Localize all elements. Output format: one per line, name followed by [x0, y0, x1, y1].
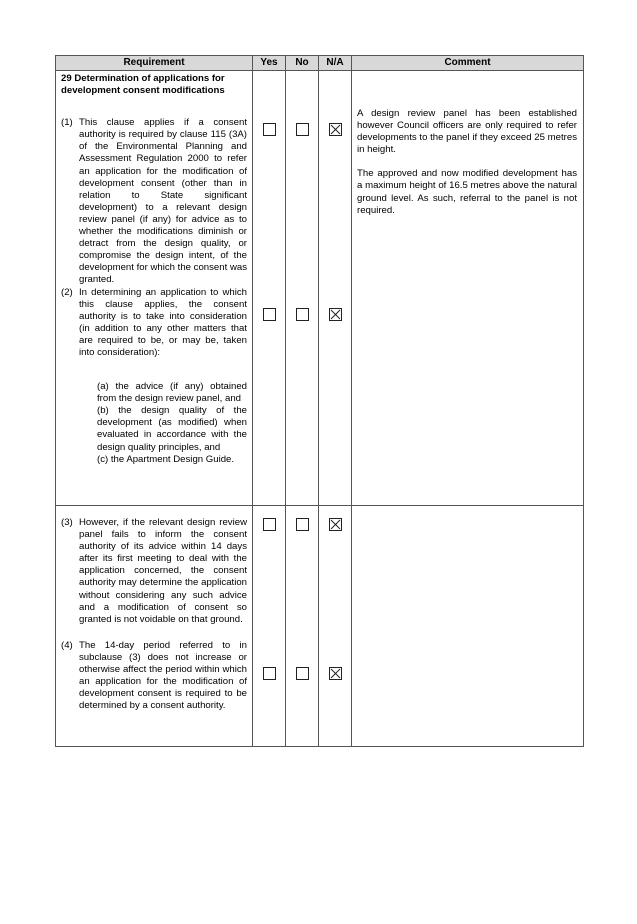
section-heading: 29 Determination of applications for development consent modifications	[61, 73, 225, 97]
header-requirement: Requirement	[56, 56, 253, 71]
no-cell	[286, 71, 319, 506]
compliance-table	[55, 55, 584, 747]
header-na: N/A	[319, 56, 352, 71]
checked-x-icon	[330, 668, 341, 679]
requirement-cell	[56, 71, 253, 506]
header-comment: Comment	[352, 56, 584, 71]
na-cell	[319, 506, 352, 747]
comment-paragraph-1: A design review panel has been established however Council officers are only required to refer developments to the panel if they exceed 25 metres in height.	[357, 108, 577, 156]
header-yes: Yes	[253, 56, 286, 71]
na-checkbox-item-1[interactable]	[329, 123, 342, 136]
yes-checkbox-item-3[interactable]	[263, 518, 276, 531]
no-checkbox-item-4[interactable]	[296, 667, 309, 680]
item-number: (3)	[61, 517, 73, 528]
comment-cell	[352, 71, 584, 506]
header-row	[56, 56, 584, 71]
table-row	[56, 506, 584, 747]
subitem-b: (b) the design quality of the development (as modified) when evaluated in accordance with the design quality principles, and	[97, 405, 247, 453]
item-number: (1)	[61, 117, 73, 129]
checked-x-icon	[330, 309, 341, 320]
requirement-item-4	[61, 640, 247, 713]
no-checkbox-item-3[interactable]	[296, 518, 309, 531]
na-cell	[319, 71, 352, 506]
item-number: (2)	[61, 286, 73, 298]
yes-checkbox-item-2[interactable]	[263, 308, 276, 321]
requirement-cell	[56, 506, 253, 747]
subitem-a: (a) the advice (if any) obtained from the design review panel, and	[97, 381, 247, 405]
item-text: The 14-day period referred to in subclause (3) does not increase or otherwise affect the period within which an application for the modification of development consent is required to be determined by a consent authority.	[79, 639, 247, 712]
header-no: No	[286, 56, 319, 71]
na-checkbox-item-4[interactable]	[329, 667, 342, 680]
item-text: In determining an application to which this clause applies, the consent authority is to take into consideration (in addition to any other matters that are required to be, or may be, taken into consideration):	[79, 286, 247, 358]
no-cell	[286, 506, 319, 747]
subitem-c: (c) the Apartment Design Guide.	[97, 453, 235, 465]
na-checkbox-item-2[interactable]	[329, 308, 342, 321]
comment-paragraph-2: The approved and now modified development has a maximum height of 16.5 metres above the natural ground level. As such, referral to the panel is not required.	[357, 168, 577, 216]
na-checkbox-item-3[interactable]	[329, 518, 342, 531]
no-checkbox-item-1[interactable]	[296, 123, 309, 136]
item-number: (4)	[61, 639, 73, 651]
requirement-item-1	[61, 117, 247, 286]
yes-checkbox-item-4[interactable]	[263, 667, 276, 680]
subitem-list	[97, 381, 247, 466]
requirement-item-3	[61, 517, 247, 626]
checked-x-icon	[330, 519, 341, 530]
yes-checkbox-item-1[interactable]	[263, 123, 276, 136]
yes-cell	[253, 71, 286, 506]
table-row	[56, 71, 584, 506]
compliance-table-sheet	[55, 55, 583, 747]
checked-x-icon	[330, 124, 341, 135]
item-text: This clause applies if a consent authority is required by clause 115 (3A) of the Environmental Planning and Assessment Regulation 2000 to refer an application for the modification of development consent (other than in relation to State significant development) to a relevant design review panel (if any) for advice as to whether the modifications diminish or detract from the design quality, or compromise the design intent, of the development for which the consent was granted.	[79, 117, 247, 286]
comment-cell-empty	[352, 506, 584, 747]
yes-cell	[253, 506, 286, 747]
requirement-item-2	[61, 287, 247, 360]
item-text: However, if the relevant design review panel fails to inform the consent authority of its advice within 14 days after its first meeting to deal with the application concerned, the consent authority may determine the application without considering any such advice and a modification of consent so granted is not voidable on that ground.	[79, 517, 247, 625]
no-checkbox-item-2[interactable]	[296, 308, 309, 321]
